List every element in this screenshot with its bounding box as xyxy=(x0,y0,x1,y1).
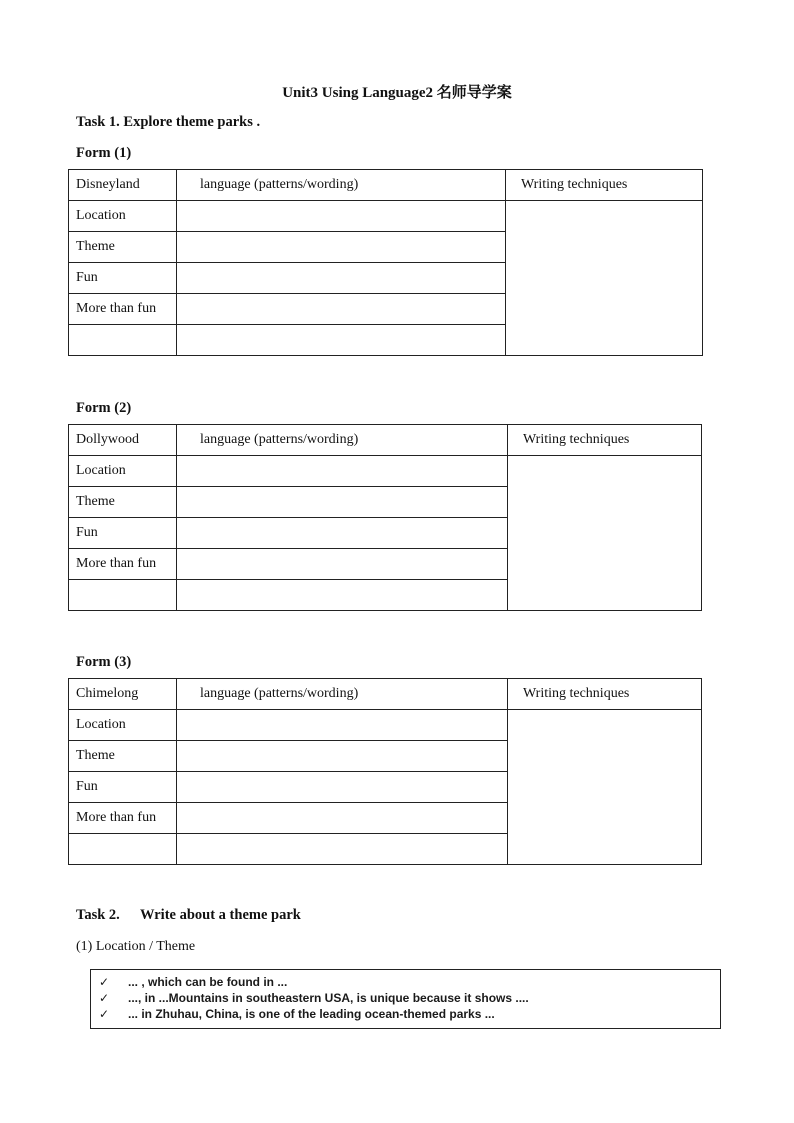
checkmark-icon: ✓ xyxy=(99,975,110,989)
table-row xyxy=(69,201,703,232)
checkmark-icon: ✓ xyxy=(99,1007,110,1021)
example-sentence: ..., in ...Mountains in southeastern USA, is unique because it shows .... xyxy=(128,991,529,1005)
table-header-row xyxy=(69,679,702,710)
example-sentences-box xyxy=(90,969,721,1029)
language-answer-cell[interactable] xyxy=(177,487,508,518)
language-answer-cell[interactable] xyxy=(177,834,508,865)
form3-label: Form (3) xyxy=(76,654,132,670)
writing-techniques-header: Writing techniques xyxy=(508,679,702,710)
form2-table xyxy=(68,424,702,611)
language-answer-cell[interactable] xyxy=(177,710,508,741)
checkmark-icon: ✓ xyxy=(99,991,110,1005)
page-title: Unit3 Using Language2 名师导学案 xyxy=(282,85,512,101)
example-sentence: ... , which can be found in ... xyxy=(128,975,288,989)
task1-heading: Task 1. Explore theme parks . xyxy=(76,114,261,130)
language-answer-cell[interactable] xyxy=(177,741,508,772)
row-label[interactable] xyxy=(69,325,177,356)
row-label[interactable] xyxy=(69,580,177,611)
form1-label: Form (1) xyxy=(76,145,132,161)
language-answer-cell[interactable] xyxy=(177,772,508,803)
row-label: More than fun xyxy=(69,549,177,580)
row-label: Location xyxy=(69,710,177,741)
row-label: More than fun xyxy=(69,294,177,325)
list-item xyxy=(91,1006,720,1022)
language-answer-cell[interactable] xyxy=(177,294,506,325)
table-row xyxy=(69,456,702,487)
row-label: Fun xyxy=(69,772,177,803)
language-answer-cell[interactable] xyxy=(177,580,508,611)
writing-techniques-answer-cell[interactable] xyxy=(508,456,702,611)
language-answer-cell[interactable] xyxy=(177,263,506,294)
language-header: language (patterns/wording) xyxy=(177,170,506,201)
task2-number: Task 2. xyxy=(76,907,120,923)
row-label: Theme xyxy=(69,487,177,518)
writing-techniques-header: Writing techniques xyxy=(508,425,702,456)
language-answer-cell[interactable] xyxy=(177,456,508,487)
form3-table xyxy=(68,678,702,865)
writing-techniques-header: Writing techniques xyxy=(506,170,703,201)
table-row xyxy=(69,710,702,741)
row-label: Location xyxy=(69,456,177,487)
language-answer-cell[interactable] xyxy=(177,325,506,356)
list-item xyxy=(91,974,720,990)
list-item xyxy=(91,990,720,1006)
language-header: language (patterns/wording) xyxy=(177,679,508,710)
language-answer-cell[interactable] xyxy=(177,549,508,580)
language-answer-cell[interactable] xyxy=(177,201,506,232)
form1-table xyxy=(68,169,703,356)
language-answer-cell[interactable] xyxy=(177,518,508,549)
row-label: More than fun xyxy=(69,803,177,834)
row-label: Theme xyxy=(69,741,177,772)
park-name-cell: Chimelong xyxy=(69,679,177,710)
park-name-cell: Disneyland xyxy=(69,170,177,201)
row-label: Fun xyxy=(69,263,177,294)
language-answer-cell[interactable] xyxy=(177,232,506,263)
park-name-cell: Dollywood xyxy=(69,425,177,456)
table-header-row xyxy=(69,170,703,201)
row-label: Theme xyxy=(69,232,177,263)
writing-techniques-answer-cell[interactable] xyxy=(506,201,703,356)
table-header-row xyxy=(69,425,702,456)
row-label: Location xyxy=(69,201,177,232)
row-label: Fun xyxy=(69,518,177,549)
section-location-theme-label: (1) Location / Theme xyxy=(76,939,196,954)
row-label[interactable] xyxy=(69,834,177,865)
writing-techniques-answer-cell[interactable] xyxy=(508,710,702,865)
example-sentence: ... in Zhuhau, China, is one of the leading ocean-themed parks ... xyxy=(128,1007,495,1021)
task2-heading xyxy=(76,907,301,924)
form2-label: Form (2) xyxy=(76,400,132,416)
language-header: language (patterns/wording) xyxy=(177,425,508,456)
task2-title: Write about a theme park xyxy=(140,907,301,923)
language-answer-cell[interactable] xyxy=(177,803,508,834)
